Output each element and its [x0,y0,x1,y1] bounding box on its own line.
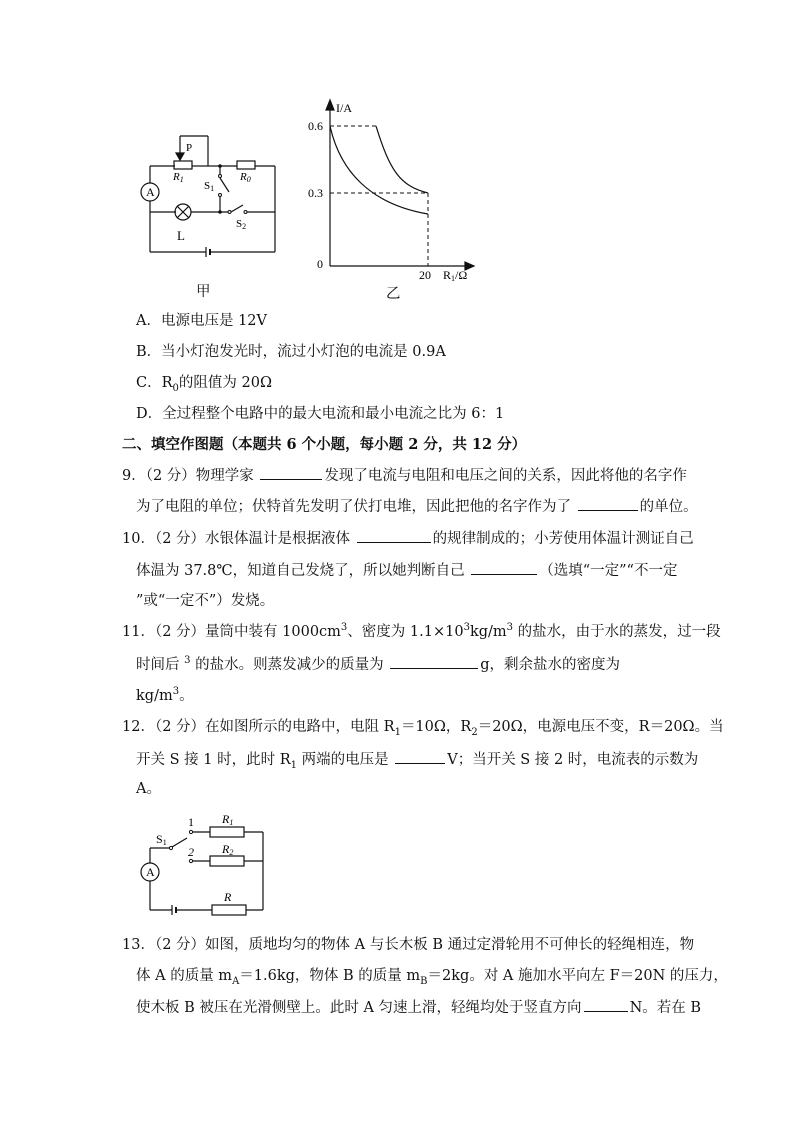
q13-line2: 体 A 的质量 $m_A=1.6kg$，物体 B 的质量 $m_B=2kg$。对 A 施加水平向左 F＝20N 的压力， [136,968,728,987]
s1-label: S1 [204,180,215,193]
q9-line1: 9．（2 分）物理学家 发现了电流与电阻和电压之间的关系，因此将他的名字作 [122,465,687,486]
option-c: C．$R_0$的阻值为 20Ω [136,375,272,394]
q10-line2: 体温为 37.8℃，知道自己发烧了，所以她判断自己 （选填“一定”“不一定 [136,560,677,581]
graph-y-tick-0: 0 [317,257,323,271]
graph-x-tick-20: 20 [419,268,431,282]
graph-figure-yi [300,96,490,286]
q13-line3: 使木板 B 被压在光滑侧壁上。此时 A 匀速上滑，轻绳均处于竖直方向 N。若在 B [136,997,701,1018]
r0-label: R0 [240,171,251,184]
figure-label-jia: 甲 [196,284,211,300]
q12-switch-label: S1 [156,832,167,847]
q10-line1: 10．（2 分）水银体温计是根据液体 的规律制成的；小芳使用体温计测证自己 [122,528,694,549]
q12-line2: 开关 S 接 1 时，此时 $R_1$ 两端的电压是 V；当开关 S 接 2 时，电流表的示数为 [136,749,698,770]
q12-pos1-label: 1 [188,815,194,829]
graph-y-tick-03: 0.3 [308,186,323,200]
q12-ammeter-label: A [146,865,155,879]
graph-y-tick-06: 0.6 [308,119,323,133]
q12-r-label: R [224,890,232,904]
option-a: A．电源电压是 12V [136,313,268,329]
q12-pos2-label: 2 [188,845,194,859]
ammeter-label: A [146,185,155,199]
q12-r2-label: R2 [222,842,234,857]
q11-line2: 时间后 $^3$ 的盐水。则蒸发减少的质量为 g，剩余盐水的密度为 [136,655,620,673]
bulb-label: L [177,228,185,243]
q12-line1: 12．（2 分）在如图所示的电路中，电阻 $R_1=10\Omega$，$R_2=20\Omega$，电源电压不变，R＝20Ω。当 [122,719,724,738]
s2-label: S2 [236,218,247,231]
q13-line1: 13．（2 分）如图，质地均匀的物体 A 与长木板 B 通过定滑轮用不可伸长的轻绳相连，物 [122,937,695,953]
r1-label: R1 [173,171,184,184]
option-d: D．全过程整个电路中的最大电流和最小电流之比为 6：1 [136,406,505,422]
q12-line3: A。 [136,781,161,797]
q12-r1-label: R1 [222,812,234,827]
q11-line1: 11．（2 分）量筒中装有 $1000cm^3$、密度为 $1.1\times 10^3kg/m^3$ 的盐水，由于水的蒸发，过一段 [122,622,721,640]
circuit-figure-jia [120,120,295,270]
q11-line3: $kg/m^3$。 [136,686,194,704]
graph-x-label: R1/Ω [443,268,468,283]
figure-label-yi: 乙 [386,286,401,302]
slider-label: P [186,142,193,154]
q12-circuit-figure [132,808,272,918]
graph-y-label: I/A [336,101,352,115]
option-b: B．当小灯泡发光时，流过小灯泡的电流是 0.9A [136,344,446,360]
q10-line3: ”或“一定不”）发烧。 [136,593,275,609]
section2-heading: 二、填空作图题（本题共 6 个小题，每小题 2 分，共 12 分） [122,436,527,453]
q9-line2: 为了电阻的单位；伏特首先发明了伏打电堆，因此把他的名字作为了 的单位。 [136,496,698,517]
